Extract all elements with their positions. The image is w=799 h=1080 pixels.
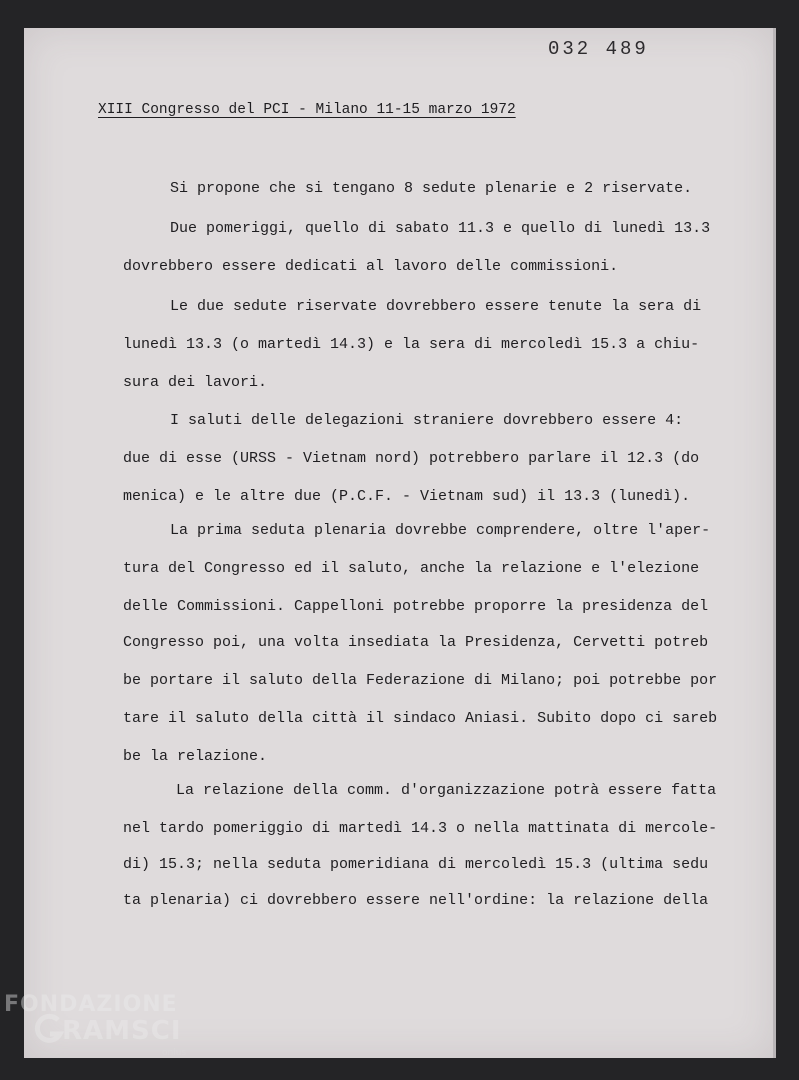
watermark-line1: FONDAZIONE: [4, 992, 178, 1017]
text-line-1: Si propone che si tengano 8 sedute plenarie e 2 riservate.: [170, 180, 693, 197]
watermark-logo: [4, 992, 234, 1072]
text-line-2: Due pomeriggi, quello di sabato 11.3 e quello di lunedì 13.3: [170, 220, 711, 237]
text-line-18: nel tardo pomeriggio di martedì 14.3 o nella mattinata di mercole-: [123, 820, 718, 837]
text-line-5: lunedì 13.3 (o martedì 14.3) e la sera di mercoledì 15.3 a chiu-: [123, 336, 700, 353]
text-line-3: dovrebbero essere dedicati al lavoro delle commissioni.: [123, 258, 619, 275]
text-line-16: be la relazione.: [123, 748, 268, 765]
text-line-6: sura dei lavori.: [123, 374, 268, 391]
text-line-15: tare il saluto della città il sindaco Aniasi. Subito dopo ci sareb: [123, 710, 718, 727]
text-line-9: menica) e le altre due (P.C.F. - Vietnam sud) il 13.3 (lunedì).: [123, 488, 691, 505]
page-edge: [773, 28, 776, 1058]
text-line-20: ta plenaria) ci dovrebbero essere nell'ordine: la relazione della: [123, 892, 709, 909]
text-line-8: due di esse (URSS - Vietnam nord) potrebbero parlare il 12.3 (do: [123, 450, 700, 467]
text-line-14: be portare il saluto della Federazione di Milano; poi potrebbe por: [123, 672, 718, 689]
watermark-small: onlus: [162, 1048, 187, 1058]
text-line-13: Congresso poi, una volta insediata la Presidenza, Cervetti potreb: [123, 634, 709, 651]
document-title: XIII Congresso del PCI - Milano 11-15 marzo 1972: [98, 102, 516, 118]
text-line-10: La prima seduta plenaria dovrebbe comprendere, oltre l'aper-: [170, 522, 711, 539]
text-line-12: delle Commissioni. Cappelloni potrebbe proporre la presidenza del: [123, 598, 709, 615]
g-logo-icon: [34, 1012, 64, 1046]
text-line-11: tura del Congresso ed il saluto, anche la relazione e l'elezione: [123, 560, 700, 577]
text-line-4: Le due sedute riservate dovrebbero essere tenute la sera di: [170, 298, 702, 315]
text-line-19: di) 15.3; nella seduta pomeridiana di mercoledì 15.3 (ultima sedu: [123, 856, 709, 873]
archive-number: 032 489: [548, 38, 649, 60]
watermark-line2: RAMSCI: [62, 1016, 182, 1046]
text-line-7: I saluti delle delegazioni straniere dovrebbero essere 4:: [170, 412, 684, 429]
text-line-17: La relazione della comm. d'organizzazione potrà essere fatta: [176, 782, 717, 799]
